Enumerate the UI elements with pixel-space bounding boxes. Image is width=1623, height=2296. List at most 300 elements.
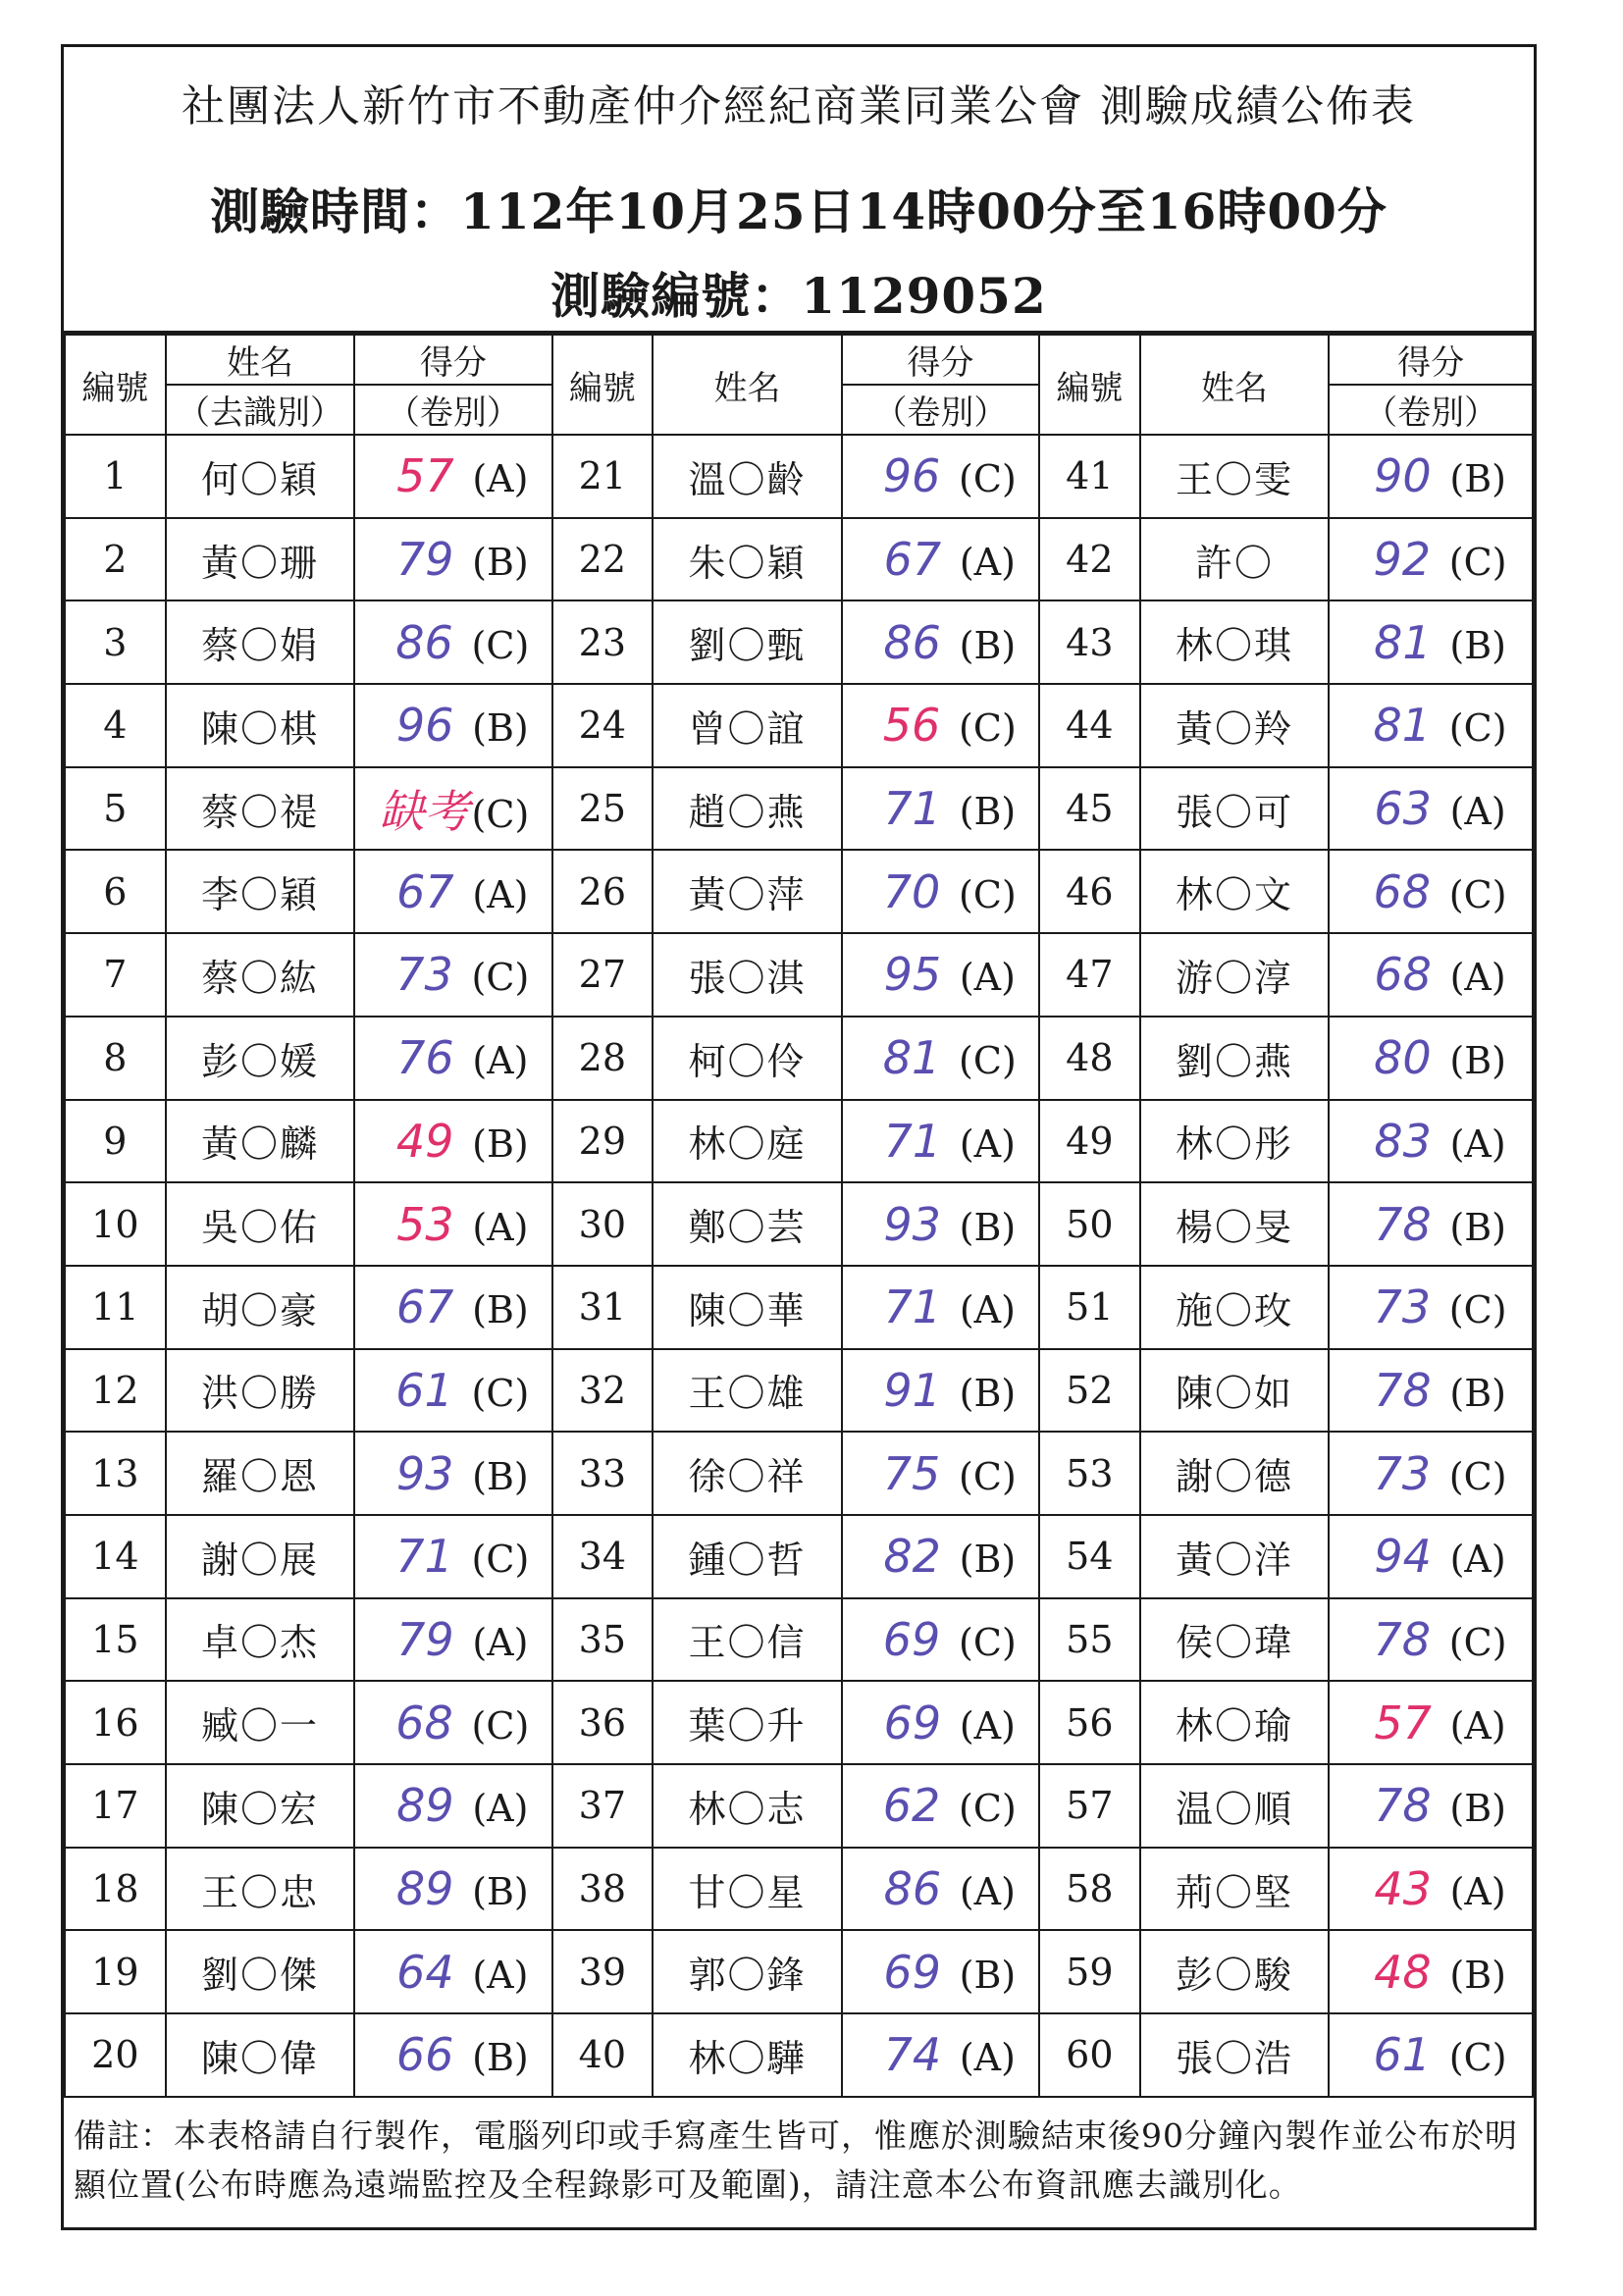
table-row: [65, 1598, 1533, 1682]
entry-number: 45: [1039, 767, 1140, 851]
entry-score-cell: [842, 2013, 1039, 2097]
entry-score: 73: [1373, 1280, 1432, 1334]
entry-name: 游〇淳: [1140, 933, 1330, 1017]
entry-score: 缺考: [379, 785, 470, 839]
entry-number: 57: [1039, 1764, 1140, 1848]
entry-number: 48: [1039, 1017, 1140, 1100]
entry-paper: (A): [959, 2036, 1016, 2080]
entry-paper: (A): [959, 1288, 1016, 1332]
entry-score: 69: [883, 1696, 942, 1749]
entry-score: 94: [1374, 1530, 1432, 1584]
entry-number: 40: [552, 2013, 654, 2097]
entry-score: 67: [396, 864, 454, 918]
table-row: [65, 2013, 1533, 2097]
score-sheet: [61, 44, 1537, 2230]
table-row: [65, 767, 1533, 851]
entry-name: 卓〇杰: [166, 1598, 355, 1682]
entry-paper: (C): [471, 623, 530, 667]
entry-score-cell: [1329, 1432, 1533, 1515]
entry-score-cell: [842, 600, 1039, 684]
entry-name: 葉〇升: [653, 1681, 842, 1764]
entry-score-cell: [354, 1266, 551, 1349]
entry-name: 王〇忠: [166, 1848, 355, 1931]
header-score: 得分: [354, 335, 551, 385]
entry-score-cell: [842, 1182, 1039, 1266]
entry-paper: (B): [472, 1288, 529, 1332]
entry-number: 56: [1039, 1681, 1140, 1764]
entry-number: 5: [65, 767, 166, 851]
entry-score: 95: [883, 948, 942, 1002]
entry-number: 59: [1039, 1930, 1140, 2013]
entry-number: 10: [65, 1182, 166, 1266]
entry-name: 蔡〇禔: [166, 767, 355, 851]
entry-name: 林〇瑜: [1140, 1681, 1330, 1764]
entry-score-cell: [842, 1681, 1039, 1764]
entry-score-cell: [842, 1764, 1039, 1848]
page-title: 社團法人新竹市不動產仲介經紀商業同業公會 測驗成績公佈表: [182, 81, 1416, 131]
entry-number: 14: [65, 1515, 166, 1598]
entry-name: 鍾〇哲: [653, 1515, 842, 1598]
entry-paper: (B): [959, 1538, 1017, 1582]
entry-name: 黃〇珊: [166, 518, 355, 601]
entry-score: 56: [882, 699, 941, 753]
entry-name: 蔡〇娟: [166, 600, 355, 684]
entry-number: 7: [65, 933, 166, 1017]
entry-name: 張〇浩: [1140, 2013, 1330, 2097]
entry-score: 78: [1374, 1197, 1432, 1251]
entry-paper: (B): [472, 541, 529, 585]
entry-name: 蔡〇紘: [166, 933, 355, 1017]
entry-paper: (A): [1449, 956, 1506, 1000]
entry-score: 73: [395, 948, 453, 1002]
entry-score: 71: [395, 1530, 453, 1584]
entry-name: 劉〇傑: [166, 1930, 355, 2013]
entry-name: 荊〇堅: [1140, 1848, 1330, 1931]
entry-number: 55: [1039, 1598, 1140, 1682]
entry-score: 76: [396, 1031, 454, 1085]
entry-number: 15: [65, 1598, 166, 1682]
entry-number: 13: [65, 1432, 166, 1515]
entry-number: 35: [552, 1598, 654, 1682]
entry-paper: (C): [1448, 2036, 1507, 2080]
entry-name: 林〇文: [1140, 850, 1330, 933]
entry-name: 王〇信: [653, 1598, 842, 1682]
header-score: 得分: [842, 335, 1039, 385]
table-row: [65, 518, 1533, 601]
entry-score-cell: [842, 1266, 1039, 1349]
entry-score-cell: [1329, 684, 1533, 767]
entry-name: 林〇庭: [653, 1100, 842, 1183]
entry-score: 71: [883, 1114, 942, 1168]
entry-paper: (C): [1448, 1454, 1507, 1498]
entry-score-cell: [842, 1432, 1039, 1515]
entry-paper: (A): [959, 1703, 1016, 1748]
table-row: [65, 850, 1533, 933]
entry-score-cell: [354, 2013, 551, 2097]
entry-number: 11: [65, 1266, 166, 1349]
entry-paper: (B): [959, 1205, 1017, 1249]
table-row: [65, 684, 1533, 767]
table-row: [65, 933, 1533, 1017]
entry-paper: (B): [1449, 623, 1506, 667]
entry-number: 28: [552, 1017, 654, 1100]
entry-paper: (B): [472, 1454, 529, 1498]
entry-paper: (C): [959, 457, 1017, 501]
header-score-sub: （卷別）: [842, 385, 1039, 435]
entry-paper: (A): [472, 1039, 529, 1083]
entry-score-cell: [1329, 1515, 1533, 1598]
entry-score-cell: [1329, 850, 1533, 933]
entry-score-cell: [842, 1100, 1039, 1183]
entry-paper: (A): [472, 1953, 529, 1997]
entry-score-cell: [354, 1515, 551, 1598]
entry-name: 黃〇羚: [1140, 684, 1330, 767]
entry-score: 93: [395, 1446, 454, 1500]
entry-score-cell: [354, 518, 551, 601]
entry-score-cell: [354, 1349, 551, 1433]
header-name: 姓名: [653, 335, 842, 435]
entry-score: 61: [1373, 2028, 1432, 2082]
entry-score-cell: [354, 1017, 551, 1100]
entry-score: 61: [395, 1363, 453, 1417]
table-body: [65, 435, 1533, 2097]
entry-name: 羅〇恩: [166, 1432, 355, 1515]
entry-number: 12: [65, 1349, 166, 1433]
entry-paper: (A): [959, 1122, 1016, 1166]
entry-score-cell: [1329, 933, 1533, 1017]
entry-score-cell: [842, 435, 1039, 518]
entry-name: 陳〇宏: [166, 1764, 355, 1848]
entry-score: 57: [1374, 1696, 1432, 1749]
entry-score: 68: [1373, 864, 1432, 918]
entry-score-cell: [354, 684, 551, 767]
entry-score-cell: [1329, 1598, 1533, 1682]
entry-score: 91: [883, 1363, 941, 1417]
table-row: [65, 1266, 1533, 1349]
table-row: [65, 600, 1533, 684]
entry-score: 73: [1373, 1446, 1432, 1500]
entry-score: 92: [1373, 533, 1432, 587]
entry-paper: (A): [1449, 1538, 1506, 1582]
table-row: [65, 1930, 1533, 2013]
entry-number: 44: [1039, 684, 1140, 767]
entry-score-cell: [354, 1681, 551, 1764]
entry-score: 68: [1374, 948, 1432, 1002]
entry-number: 20: [65, 2013, 166, 2097]
entry-name: 黃〇萍: [653, 850, 842, 933]
entry-paper: (B): [959, 1371, 1017, 1415]
entry-score-cell: [354, 767, 551, 851]
entry-paper: (A): [1449, 790, 1506, 834]
entry-score: 79: [396, 1612, 454, 1666]
entry-paper: (A): [472, 1205, 529, 1249]
entry-name: 林〇彤: [1140, 1100, 1330, 1183]
table-row: [65, 1349, 1533, 1433]
entry-score-cell: [1329, 1848, 1533, 1931]
entry-number: 46: [1039, 850, 1140, 933]
entry-score: 71: [883, 782, 941, 836]
entry-score: 78: [1374, 1779, 1432, 1833]
entry-score-cell: [354, 1432, 551, 1515]
entry-paper: (C): [959, 1787, 1017, 1831]
entry-score: 89: [396, 1779, 454, 1833]
entry-paper: (C): [1448, 541, 1507, 585]
entry-score: 63: [1374, 782, 1432, 836]
entry-name: 謝〇展: [166, 1515, 355, 1598]
entry-number: 54: [1039, 1515, 1140, 1598]
entry-name: 郭〇鋒: [653, 1930, 842, 2013]
entry-number: 4: [65, 684, 166, 767]
table-row: [65, 1681, 1533, 1764]
header-no: 編號: [1039, 335, 1140, 435]
entry-score-cell: [354, 850, 551, 933]
entry-number: 3: [65, 600, 166, 684]
entry-number: 26: [552, 850, 654, 933]
entry-number: 24: [552, 684, 654, 767]
entry-score: 62: [882, 1779, 941, 1833]
entry-score-cell: [1329, 1764, 1533, 1848]
entry-number: 49: [1039, 1100, 1140, 1183]
header-score: 得分: [1329, 335, 1533, 385]
entry-score: 67: [883, 533, 942, 587]
entry-number: 16: [65, 1681, 166, 1764]
entry-score: 49: [395, 1114, 454, 1168]
entry-number: 58: [1039, 1848, 1140, 1931]
entry-paper: (A): [472, 1787, 529, 1831]
entry-number: 22: [552, 518, 654, 601]
entry-score: 69: [883, 1945, 941, 1999]
entry-score: 96: [395, 699, 454, 753]
entry-score: 71: [883, 1280, 942, 1334]
entry-name: 朱〇穎: [653, 518, 842, 601]
entry-name: 甘〇星: [653, 1848, 842, 1931]
entry-score-cell: [842, 767, 1039, 851]
entry-number: 60: [1039, 2013, 1140, 2097]
entry-score-cell: [842, 1017, 1039, 1100]
entry-name: 黃〇洋: [1140, 1515, 1330, 1598]
entry-name: 鄭〇芸: [653, 1182, 842, 1266]
entry-paper: (B): [1449, 1039, 1506, 1083]
entry-number: 2: [65, 518, 166, 601]
notes: 備註：本表格請自行製作，電腦列印或手寫產生皆可，惟應於測驗結束後90分鐘內製作並公布於明顯位置(公布時應為遠端監控及全程錄影可及範圍)，請注意本公布資訊應去識別化。: [74, 2115, 1518, 2204]
entry-score: 69: [882, 1612, 941, 1666]
entry-name: 王〇雯: [1140, 435, 1330, 518]
entry-name: 洪〇勝: [166, 1349, 355, 1433]
entry-score: 48: [1374, 1945, 1432, 1999]
entry-name: 彭〇駿: [1140, 1930, 1330, 2013]
entry-number: 17: [65, 1764, 166, 1848]
entry-paper: (C): [471, 793, 530, 837]
entry-score-cell: [1329, 1681, 1533, 1764]
entry-score-cell: [354, 1848, 551, 1931]
entry-name: 陳〇如: [1140, 1349, 1330, 1433]
entry-name: 林〇驊: [653, 2013, 842, 2097]
entry-paper: (B): [472, 1122, 529, 1166]
entry-number: 27: [552, 933, 654, 1017]
entry-score: 43: [1374, 1862, 1432, 1916]
header-name-sub: （去識別）: [166, 385, 355, 435]
entry-paper: (C): [959, 872, 1017, 916]
entry-score-cell: [354, 1100, 551, 1183]
entry-paper: (C): [959, 1039, 1017, 1083]
entry-name: 曾〇誼: [653, 684, 842, 767]
entry-name: 張〇淇: [653, 933, 842, 1017]
table-row: [65, 1017, 1533, 1100]
entry-number: 51: [1039, 1266, 1140, 1349]
entry-score-cell: [1329, 518, 1533, 601]
header-no: 編號: [65, 335, 166, 435]
entry-score-cell: [842, 1598, 1039, 1682]
entry-name: 侯〇瑋: [1140, 1598, 1330, 1682]
entry-paper: (C): [1448, 1620, 1507, 1664]
entry-name: 劉〇甄: [653, 600, 842, 684]
entry-score: 70: [882, 864, 941, 918]
entry-paper: (C): [959, 706, 1017, 751]
entry-score-cell: [1329, 1017, 1533, 1100]
entry-score: 96: [882, 449, 941, 503]
entry-paper: (C): [1448, 1288, 1507, 1332]
entry-score-cell: [1329, 1266, 1533, 1349]
entry-paper: (A): [959, 541, 1016, 585]
entry-score: 86: [883, 615, 941, 669]
entry-paper: (C): [471, 1538, 530, 1582]
entry-number: 52: [1039, 1349, 1140, 1433]
entry-number: 1: [65, 435, 166, 518]
entry-number: 6: [65, 850, 166, 933]
entry-name: 李〇穎: [166, 850, 355, 933]
entry-paper: (B): [1449, 1205, 1506, 1249]
entry-score-cell: [1329, 767, 1533, 851]
entry-score-cell: [354, 1930, 551, 2013]
table-row: [65, 435, 1533, 518]
entry-score: 81: [1374, 615, 1432, 669]
entry-score: 82: [883, 1530, 941, 1584]
entry-score: 93: [883, 1197, 941, 1251]
entry-name: 徐〇祥: [653, 1432, 842, 1515]
entry-paper: (A): [959, 956, 1016, 1000]
entry-name: 許〇: [1140, 518, 1330, 601]
entry-paper: (C): [1448, 706, 1507, 751]
entry-paper: (B): [959, 1953, 1017, 1997]
entry-name: 陳〇棋: [166, 684, 355, 767]
table-row: [65, 1182, 1533, 1266]
entry-paper: (C): [959, 1454, 1017, 1498]
entry-paper: (B): [959, 623, 1017, 667]
entry-number: 33: [552, 1432, 654, 1515]
table-row: [65, 1764, 1533, 1848]
entry-score-cell: [842, 1848, 1039, 1931]
entry-name: 陳〇華: [653, 1266, 842, 1349]
header-score-sub: （卷別）: [354, 385, 551, 435]
entry-name: 吳〇佑: [166, 1182, 355, 1266]
entry-paper: (B): [1449, 1371, 1506, 1415]
entry-score: 89: [395, 1862, 454, 1916]
table-row: [65, 1848, 1533, 1931]
entry-number: 47: [1039, 933, 1140, 1017]
entry-score: 86: [883, 1862, 942, 1916]
entry-number: 37: [552, 1764, 654, 1848]
entry-score: 78: [1373, 1612, 1432, 1666]
entry-name: 胡〇豪: [166, 1266, 355, 1349]
entry-score-cell: [1329, 2013, 1533, 2097]
exam-time: 測驗時間：112年10月25日14時00分至16時00分: [210, 183, 1387, 240]
entry-paper: (B): [1449, 1787, 1506, 1831]
entry-paper: (B): [1449, 1953, 1506, 1997]
entry-paper: (B): [472, 2036, 529, 2080]
entry-name: 温〇順: [1140, 1764, 1330, 1848]
entry-name: 林〇志: [653, 1764, 842, 1848]
entry-score-cell: [842, 1349, 1039, 1433]
entry-number: 18: [65, 1848, 166, 1931]
entry-number: 34: [552, 1515, 654, 1598]
entry-paper: (A): [959, 1870, 1016, 1914]
entry-paper: (A): [1449, 1870, 1506, 1914]
entry-score: 64: [396, 1945, 454, 1999]
entry-name: 陳〇偉: [166, 2013, 355, 2097]
entry-score: 53: [396, 1197, 454, 1251]
entry-score-cell: [842, 850, 1039, 933]
entry-score-cell: [842, 1930, 1039, 2013]
table-row: [65, 1432, 1533, 1515]
entry-number: 23: [552, 600, 654, 684]
exam-number: 測驗編號：1129052: [550, 267, 1047, 325]
entry-score-cell: [1329, 1930, 1533, 2013]
entry-paper: (A): [1449, 1703, 1506, 1748]
entry-name: 劉〇燕: [1140, 1017, 1330, 1100]
table-row: [65, 1100, 1533, 1183]
entry-number: 39: [552, 1930, 654, 2013]
entry-score-cell: [354, 435, 551, 518]
entry-name: 張〇可: [1140, 767, 1330, 851]
entry-paper: (A): [1449, 1122, 1506, 1166]
entry-name: 謝〇德: [1140, 1432, 1330, 1515]
entry-paper: (B): [1449, 457, 1506, 501]
entry-name: 臧〇一: [166, 1681, 355, 1764]
entry-name: 王〇雄: [653, 1349, 842, 1433]
entry-score: 90: [1374, 449, 1432, 503]
header-score-sub: （卷別）: [1329, 385, 1533, 435]
header-name: 姓名: [166, 335, 355, 385]
table-row: [65, 1515, 1533, 1598]
entry-score: 81: [882, 1031, 941, 1085]
entry-score: 81: [1373, 699, 1432, 753]
entry-number: 50: [1039, 1182, 1140, 1266]
entry-name: 溫〇齡: [653, 435, 842, 518]
entry-score-cell: [354, 1182, 551, 1266]
entry-number: 42: [1039, 518, 1140, 601]
entry-paper: (B): [472, 1870, 529, 1914]
header-name: 姓名: [1140, 335, 1330, 435]
entry-number: 21: [552, 435, 654, 518]
entry-score: 79: [395, 533, 454, 587]
entry-name: 柯〇伶: [653, 1017, 842, 1100]
header-no: 編號: [552, 335, 654, 435]
entry-score: 80: [1374, 1031, 1432, 1085]
entry-name: 施〇玫: [1140, 1266, 1330, 1349]
entry-number: 19: [65, 1930, 166, 2013]
entry-paper: (B): [472, 706, 529, 751]
entry-score-cell: [354, 600, 551, 684]
entry-paper: (C): [471, 1371, 530, 1415]
entry-score-cell: [354, 933, 551, 1017]
entry-number: 36: [552, 1681, 654, 1764]
entry-score-cell: [842, 933, 1039, 1017]
entry-score: 78: [1374, 1363, 1432, 1417]
entry-score-cell: [1329, 1100, 1533, 1183]
entry-score-cell: [1329, 435, 1533, 518]
entry-name: 黃〇麟: [166, 1100, 355, 1183]
entry-score-cell: [842, 518, 1039, 601]
